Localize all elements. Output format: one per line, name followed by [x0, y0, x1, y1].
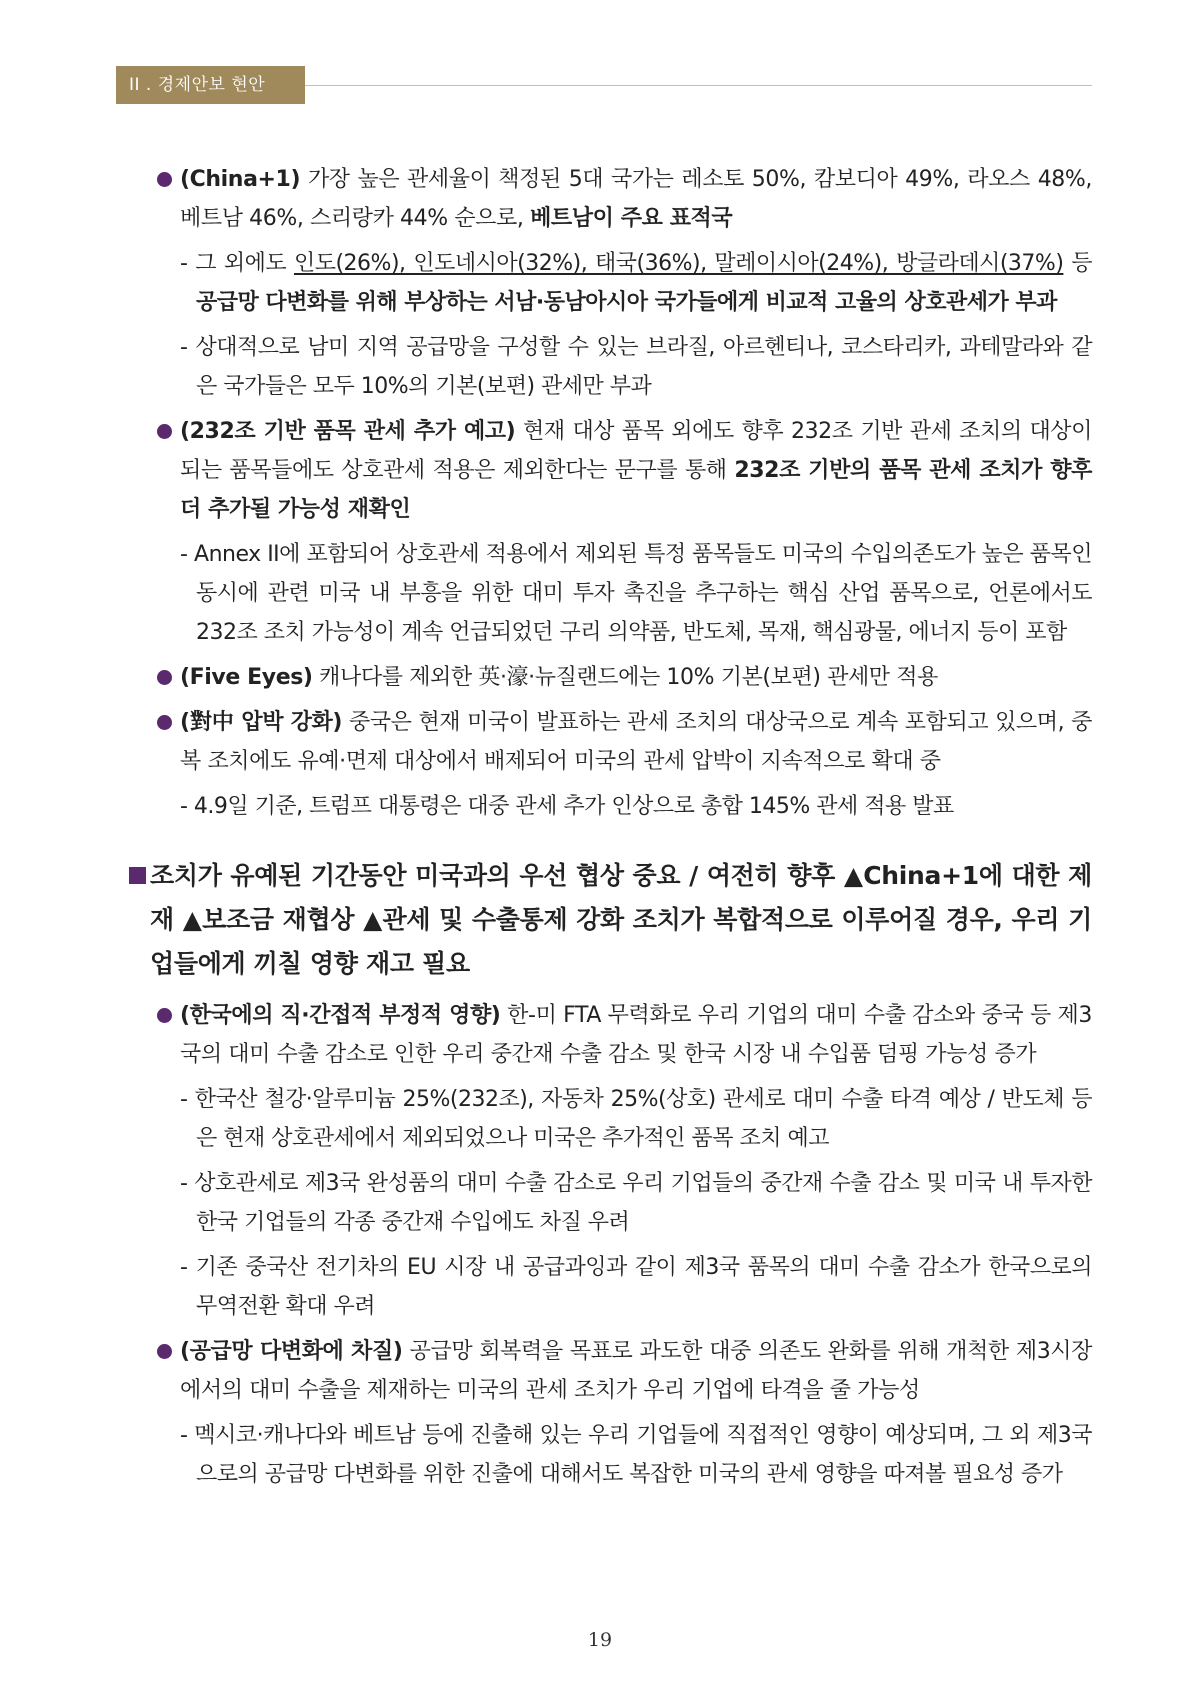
body-text: 공급망 회복력을 목표로 과도한 대중 의존도 완화를 위해 개척한 제3시장에서의 대미 수출을 제재하는 미국의 관세 조치가 우리 기업에 타격을 줄 가능성	[180, 1339, 1092, 1403]
body-text: 중국은 현재 미국이 발표하는 관세 조치의 대상국으로 계속 포함되고 있으며, 중복 조치에도 유예·면제 대상에서 배제되어 미국의 관세 압박이 지속적으로 확대 중	[180, 710, 1093, 774]
emphasis-text: (232조 기반 품목 관세 추가 예고)	[180, 419, 516, 444]
header-rule	[305, 85, 1092, 86]
bullet-item	[150, 658, 1092, 697]
section-label: II . 경제안보 현안	[116, 66, 305, 104]
body-text: - 상대적으로 남미 지역 공급망을 구성할 수 있는 브라질, 아르헨티나, 코스타리카, 과테말라와 같은 국가들은 모두 10%의 기본(보편) 관세만 부과	[180, 335, 1092, 399]
sub-item	[150, 787, 1092, 826]
emphasis-text: (China+1)	[180, 167, 301, 192]
underlined-text: 인도(26%), 인도네시아(32%), 태국(36%), 말레이시아(24%), 방글라데시(37%)	[293, 251, 1064, 276]
sub-item	[150, 328, 1092, 406]
bullet-item	[150, 160, 1092, 238]
body-text: - 상호관세로 제3국 완성품의 대미 수출 감소로 우리 기업들의 중간재 수출 감소 및 미국 내 투자한 한국 기업들의 각종 중간재 수입에도 차질 우려	[180, 1171, 1092, 1235]
body-text: 가장 높은 관세율이 책정된 5대 국가는 레소토 50%, 캄보디아 49%, 라오스 48%, 베트남 46%, 스리랑카 44% 순으로,	[180, 167, 1092, 231]
body-text: 캐나다를 제외한 英·濠·뉴질랜드에는 10% 기본(보편) 관세만 적용	[312, 665, 938, 690]
sub-item	[150, 1080, 1092, 1158]
body-text: - Annex II에 포함되어 상호관세 적용에서 제외된 특정 품목들도 미국의 수입의존도가 높은 품목인 동시에 관련 미국 내 부흥을 위한 대미 투자 촉진을 추구하는 핵심 산업 품목으로, 언론에서도 232조 조치 가능성이 계속 언급되었던 구리 의약품, 반도체, 목재, 핵심광물, 에너지 등이 포함	[180, 542, 1092, 645]
section-header	[116, 66, 1092, 104]
emphasis-text: (Five Eyes)	[180, 665, 313, 690]
document-body	[150, 160, 1092, 1500]
emphasis-text: (공급망 다변화에 차질)	[180, 1339, 403, 1364]
sub-item	[150, 1416, 1092, 1494]
section-point	[125, 854, 1092, 986]
body-text: - 4.9일 기준, 트럼프 대통령은 대중 관세 추가 인상으로 총합 145% 관세 적용 발표	[180, 794, 954, 819]
emphasis-text: 232조 기반의 품목 관세 조치가 향후 더 추가될 가능성 재확인	[180, 458, 1092, 522]
body-text: 조치가 유예된 기간동안 미국과의 우선 협상 중요 / 여전히 향후 ▲China+1에 대한 제재 ▲보조금 재협상 ▲관세 및 수출통제 강화 조치가 복합적으로 이루어질 경우, 우리 기업들에게 끼칠 영향 재고 필요	[150, 861, 1092, 978]
sub-item	[150, 1248, 1092, 1326]
body-text: 등	[1063, 251, 1092, 276]
body-text: - 기존 중국산 전기차의 EU 시장 내 공급과잉과 같이 제3국 품목의 대미 수출 감소가 한국으로의 무역전환 확대 우려	[180, 1255, 1092, 1319]
bullet-item	[150, 703, 1092, 781]
sub-item	[150, 244, 1092, 322]
body-text: 한-미 FTA 무력화로 우리 기업의 대미 수출 감소와 중국 등 제3국의 대미 수출 감소로 인한 우리 중간재 수출 감소 및 한국 시장 내 수입품 덤핑 가능성 증가	[180, 1003, 1092, 1067]
body-text: - 한국산 철강·알루미늄 25%(232조), 자동차 25%(상호) 관세로 대미 수출 타격 예상 / 반도체 등은 현재 상호관세에서 제외되었으나 미국은 추가적인 품목 조치 예고	[180, 1087, 1092, 1151]
sub-item	[150, 1164, 1092, 1242]
page-number: 19	[587, 1629, 613, 1651]
body-text: 현재 대상 품목 외에도 향후 232조 기반 관세 조치의 대상이 되는 품목들에도 상호관세 적용은 제외한다는 문구를 통해	[180, 419, 1092, 483]
bullet-item	[150, 412, 1092, 529]
body-text: - 그 외에도	[180, 251, 294, 276]
body-text: - 멕시코·캐나다와 베트남 등에 진출해 있는 우리 기업들에 직접적인 영향이 예상되며, 그 외 제3국으로의 공급망 다변화를 위한 진출에 대해서도 복잡한 미국의 관세 영향을 따져볼 필요성 증가	[180, 1423, 1092, 1487]
sub-item	[150, 535, 1092, 652]
emphasis-text: (對中 압박 강화)	[180, 710, 343, 735]
bullet-item	[150, 996, 1092, 1074]
emphasis-text: 공급망 다변화를 위해 부상하는 서남·동남아시아 국가들에게 비교적 고율의 상호관세가 부과	[196, 290, 1057, 315]
bullet-item	[150, 1332, 1092, 1410]
emphasis-text: (한국에의 직·간접적 부정적 영향)	[180, 1003, 501, 1028]
emphasis-text: 베트남이 주요 표적국	[530, 206, 733, 231]
